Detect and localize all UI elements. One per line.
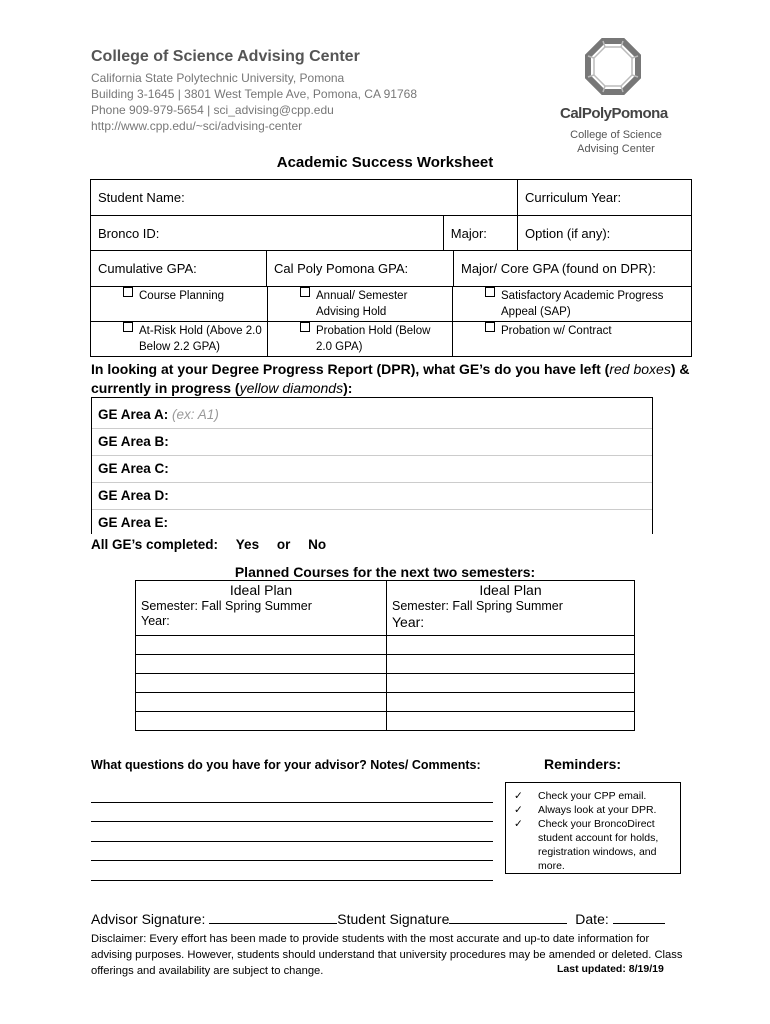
disclaimer: Disclaimer: Every effort has been made to provide students with the most accurate and up-to date information for advising purposes. However, students should understand that university procedures may be amended or deleted. Class offerings and availability are subject to change. [91, 933, 683, 977]
plan-cell[interactable] [136, 655, 387, 674]
gpa-table [90, 250, 692, 287]
reminder-text: Check your CPP email. [538, 790, 647, 802]
check-icon: ✓ [514, 804, 523, 816]
notes-line[interactable] [91, 841, 493, 842]
ge-area-b[interactable]: GE Area B: [98, 434, 169, 449]
ge-area-c[interactable]: GE Area C: [98, 461, 169, 476]
notes-line[interactable] [91, 860, 493, 861]
all-ge-or: or [276, 537, 291, 552]
university-line: California State Polytechnic University, Pomona [91, 71, 345, 85]
cpp-gpa-field[interactable]: Cal Poly Pomona GPA: [267, 251, 454, 287]
ideal-plan-left: Ideal Plan [229, 582, 293, 598]
plan-left-header [136, 581, 387, 636]
date-field[interactable] [613, 911, 665, 924]
ge-areas-box [91, 397, 653, 534]
plan-cell[interactable] [136, 636, 387, 655]
ge-question-part1: In looking at your Degree Progress Report (DPR), what GE’s do you have left ( [91, 361, 610, 377]
logo-sub2: Advising Center [577, 143, 655, 155]
advisor-signature-label: Advisor Signature: [91, 911, 206, 927]
annual-hold-label: Annual/ Semester Advising Hold [316, 290, 408, 318]
curriculum-year-field[interactable]: Curriculum Year: [518, 180, 692, 216]
notes-line[interactable] [91, 802, 493, 803]
logo-sub1: College of Science [570, 129, 662, 141]
date-label: Date: [575, 911, 609, 927]
probation-hold-checkbox[interactable] [300, 322, 310, 332]
year-right: Year: [392, 614, 425, 630]
cumulative-gpa-field[interactable]: Cumulative GPA: [91, 251, 267, 287]
logo-subtitle [566, 128, 666, 156]
all-ge-completed [91, 537, 326, 552]
reminders-box [505, 782, 681, 874]
student-name-field[interactable]: Student Name: [91, 180, 518, 216]
student-info-table [90, 179, 692, 251]
all-ge-label: All GE’s completed: [91, 537, 219, 552]
contact-line: Phone 909-979-5654 | sci_advising@cpp.edu [91, 103, 334, 117]
plan-cell[interactable] [136, 712, 387, 731]
course-planning-checkbox[interactable] [123, 287, 133, 297]
reminder-item [514, 803, 680, 817]
center-title: College of Science Advising Center [91, 48, 360, 65]
ge-question-part2: ) & currently in progress ( [91, 361, 690, 396]
signature-row [91, 911, 665, 927]
notes-line[interactable] [91, 880, 493, 881]
student-signature-field[interactable] [449, 911, 567, 924]
course-planning-label: Course Planning [139, 290, 225, 302]
all-ge-yes[interactable]: Yes [235, 537, 260, 552]
planned-courses-table [135, 580, 635, 731]
sap-checkbox[interactable] [485, 287, 495, 297]
student-signature-label: Student Signature [337, 911, 450, 927]
plan-cell[interactable] [387, 655, 635, 674]
last-updated: Last updated: 8/19/19 [557, 963, 664, 975]
plan-right-header [387, 581, 635, 636]
semester-right: Semester: Fall Spring Summer [392, 599, 563, 613]
probation-contract-label: Probation w/ Contract [501, 325, 612, 337]
probation-contract-checkbox[interactable] [485, 322, 495, 332]
ge-divider [92, 509, 652, 510]
ge-question-red: red boxes [609, 361, 671, 377]
website-line: http://www.cpp.edu/~sci/advising-center [91, 119, 303, 133]
plan-cell[interactable] [387, 693, 635, 712]
ge-area-a-label: GE Area A: [98, 407, 169, 422]
sap-label: Satisfactory Academic Progress Appeal (SAP) [501, 290, 664, 318]
ideal-plan-right: Ideal Plan [479, 582, 542, 598]
plan-cell[interactable] [387, 636, 635, 655]
year-left: Year: [141, 614, 170, 628]
reminder-item [514, 817, 680, 873]
plan-cell[interactable] [387, 674, 635, 693]
hold-options-table [90, 286, 692, 357]
notes-question: What questions do you have for your advisor? Notes/ Comments: [91, 758, 481, 772]
ge-question-yellow: yellow diamonds [239, 380, 344, 396]
check-icon: ✓ [514, 790, 523, 802]
at-risk-checkbox[interactable] [123, 322, 133, 332]
ge-question-part3: ): [343, 380, 353, 396]
ge-divider [92, 455, 652, 456]
planned-courses-title: Planned Courses for the next two semesters: [234, 564, 536, 580]
address-line: Building 3-1645 | 3801 West Temple Ave, Pomona, CA 91768 [91, 87, 418, 101]
ge-area-a-hint: (ex: A1) [172, 407, 219, 422]
advisor-signature-field[interactable] [209, 911, 337, 924]
ge-question [91, 360, 691, 398]
logo-wordmark: CalPolyPomona [560, 105, 668, 122]
ge-area-d[interactable]: GE Area D: [98, 488, 169, 503]
plan-cell[interactable] [136, 674, 387, 693]
reminders-title: Reminders: [544, 756, 622, 772]
ge-area-e[interactable]: GE Area E: [98, 515, 169, 530]
reminder-text: Check your BroncoDirect student account for holds, registration windows, and more. [538, 818, 659, 872]
option-field[interactable]: Option (if any): [518, 216, 692, 251]
probation-hold-label: Probation Hold (Below 2.0 GPA) [316, 325, 431, 353]
major-gpa-field[interactable]: Major/ Core GPA (found on DPR): [454, 251, 692, 287]
document-title: Academic Success Worksheet [276, 154, 494, 171]
reminder-item [514, 789, 680, 803]
annual-hold-checkbox[interactable] [300, 287, 310, 297]
semester-left: Semester: Fall Spring Summer [141, 599, 312, 613]
cpp-octagon-logo-icon [582, 36, 644, 98]
notes-line[interactable] [91, 821, 493, 822]
bronco-id-field[interactable]: Bronco ID: [91, 216, 444, 251]
check-icon: ✓ [514, 818, 523, 830]
all-ge-no[interactable]: No [308, 537, 327, 552]
ge-divider [92, 428, 652, 429]
at-risk-label: At-Risk Hold (Above 2.0 Below 2.2 GPA) [139, 325, 262, 353]
ge-divider [92, 482, 652, 483]
major-field[interactable]: Major: [443, 216, 517, 251]
plan-cell[interactable] [387, 712, 635, 731]
plan-cell[interactable] [136, 693, 387, 712]
ge-area-a[interactable] [98, 407, 219, 422]
reminder-text: Always look at your DPR. [538, 804, 657, 816]
